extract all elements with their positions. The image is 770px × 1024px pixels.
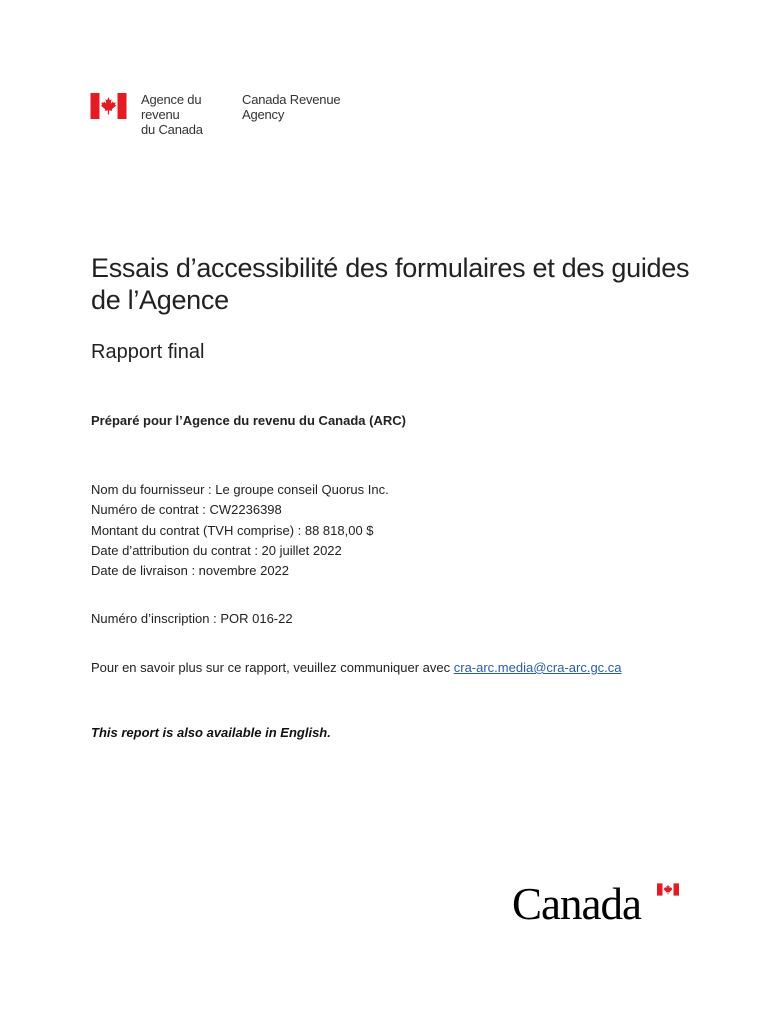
contract-amount: Montant du contrat (TVH comprise) : 88 818,00 $ — [91, 522, 374, 538]
signature-french — [141, 92, 242, 137]
delivery-date: Date de livraison : novembre 2022 — [91, 563, 290, 579]
signature-french-line-1: Agence du revenu — [141, 92, 202, 122]
contact-email-link[interactable]: cra-arc.media@cra-arc.gc.ca — [453, 660, 622, 675]
contract-details — [91, 480, 389, 581]
contact-line — [91, 660, 622, 675]
report-title: Essais d’accessibilité des formulaires et des guides de l’Agence — [91, 253, 690, 315]
signature-english-line-1: Canada Revenue — [242, 92, 341, 107]
canada-wordmark-text: Canada — [512, 879, 641, 929]
contract-number: Numéro de contrat : CW2236398 — [91, 502, 282, 518]
contact-text: Pour en savoir plus sur ce rapport, veuillez communiquer avec — [91, 660, 454, 675]
signature-english-line-2: Agency — [242, 107, 285, 122]
report-subtitle: Rapport final — [91, 341, 205, 363]
canada-wordmark — [512, 880, 682, 928]
prepared-for: Préparé pour l’Agence du revenu du Canada (ARC) — [91, 413, 406, 428]
registration-number: Numéro d’inscription : POR 016-22 — [91, 611, 293, 626]
canada-flag-icon — [90, 93, 127, 119]
government-signature — [90, 92, 340, 137]
contract-award-date: Date d’attribution du contrat : 20 juillet 2022 — [91, 542, 342, 558]
english-availability-note: This report is also available in English. — [91, 725, 331, 740]
canada-flag-icon — [657, 883, 679, 896]
supplier-name: Nom du fournisseur : Le groupe conseil Quorus Inc. — [91, 482, 389, 497]
signature-english — [242, 92, 340, 122]
signature-french-line-2: du Canada — [141, 122, 203, 137]
